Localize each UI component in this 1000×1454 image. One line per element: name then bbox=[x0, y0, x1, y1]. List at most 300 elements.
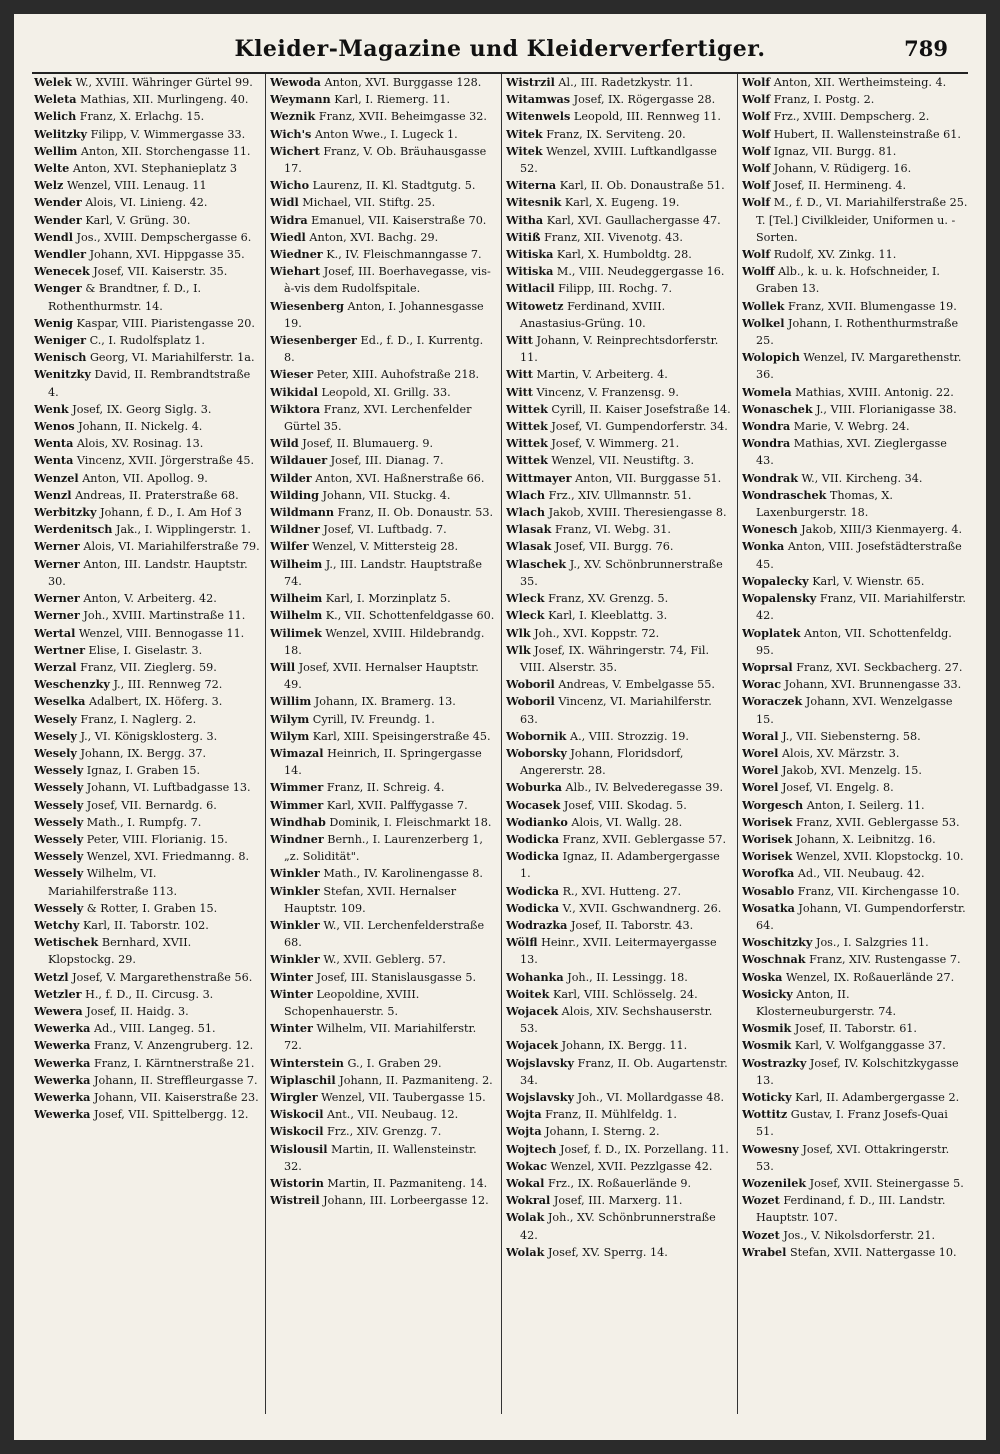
entry-name: Wenger bbox=[34, 281, 82, 296]
column-2 bbox=[270, 74, 496, 1414]
entry-name: Wottitz bbox=[742, 1107, 788, 1122]
entry-name: Wlaschek bbox=[506, 556, 567, 571]
entry-name: Worisek bbox=[742, 849, 793, 864]
entry-name: Werner bbox=[34, 556, 80, 571]
directory-entry bbox=[506, 1106, 732, 1123]
entry-details: Franz, XIV. Rustengasse 7. bbox=[809, 953, 961, 967]
entry-details: Karl, XVII. Palffygasse 7. bbox=[326, 798, 468, 812]
entry-details: Mathias, XVIII. Antonig. 22. bbox=[795, 385, 954, 399]
directory-entry bbox=[742, 108, 968, 125]
entry-details: W., XVIII. Währinger Gürtel 99. bbox=[75, 76, 253, 89]
entry-details: Wilhelm, VI. Mariahilferstraße 113. bbox=[48, 867, 178, 898]
entry-details: Franz, V. Anzengruberg. 12. bbox=[93, 1039, 254, 1053]
directory-entry bbox=[742, 676, 968, 693]
entry-name: Wlach bbox=[506, 487, 546, 502]
directory-entry bbox=[34, 74, 260, 91]
entry-name: Wistrzil bbox=[506, 75, 555, 89]
entry-details: Johann, II. Pazmaniteng. 2. bbox=[339, 1073, 493, 1087]
directory-entry bbox=[506, 814, 732, 831]
directory-entry bbox=[270, 986, 496, 1020]
entry-details: W., VII. Lerchenfelderstraße 68. bbox=[284, 918, 485, 950]
entry-name: Wolf bbox=[742, 247, 771, 262]
directory-entry bbox=[742, 143, 968, 160]
entry-name: Wollek bbox=[742, 298, 785, 313]
entry-details: H., f. D., II. Circusg. 3. bbox=[85, 987, 214, 1001]
entry-name: Woitek bbox=[506, 986, 550, 1001]
directory-entry bbox=[506, 1055, 732, 1089]
entry-details: Josef, III. Marxerg. 11. bbox=[553, 1194, 683, 1208]
directory-entry bbox=[742, 177, 968, 194]
entry-name: Wittmayer bbox=[506, 470, 572, 485]
entry-details: Alois, XV. Märzstr. 3. bbox=[781, 746, 900, 760]
entry-name: Wenecek bbox=[34, 264, 90, 279]
column-divider bbox=[737, 74, 738, 1414]
entry-details: Jos., I. Salzgries 11. bbox=[815, 936, 929, 950]
entry-details: Georg, VI. Mariahilferstr. 1a. bbox=[89, 351, 255, 365]
entry-details: Anton, V. Arbeiterg. 42. bbox=[83, 592, 217, 606]
entry-details: Martin, II. Pazmaniteng. 14. bbox=[327, 1177, 488, 1190]
entry-details: Karl, V. Wolfganggasse 37. bbox=[794, 1039, 946, 1053]
entry-details: Josef, II. Blumauerg. 9. bbox=[302, 437, 434, 451]
entry-name: Wostrazky bbox=[742, 1055, 807, 1070]
directory-entry bbox=[742, 1244, 968, 1261]
entry-details: Bernhard, XVII. Klopstockg. 29. bbox=[48, 936, 192, 967]
directory-entry bbox=[270, 143, 496, 177]
entry-name: Worgesch bbox=[742, 797, 804, 812]
entry-name: Witt bbox=[506, 333, 533, 348]
entry-details: J., VI. Königsklosterg. 3. bbox=[80, 729, 218, 743]
directory-entry bbox=[34, 590, 260, 607]
entry-details: Ad., VIII. Langeg. 51. bbox=[93, 1022, 216, 1036]
entry-details: Gustav, I. Franz Josefs-Quai 51. bbox=[756, 1108, 948, 1139]
directory-entry bbox=[506, 177, 732, 194]
entry-details: Johann, Floridsdorf, Angererstr. 28. bbox=[520, 746, 684, 778]
entry-name: Wildner bbox=[270, 522, 320, 537]
directory-entry bbox=[742, 1037, 968, 1054]
directory-entry bbox=[506, 108, 732, 125]
entry-name: Wimmer bbox=[270, 780, 324, 795]
entry-name: Wonaschek bbox=[742, 401, 813, 416]
entry-details: Jakob, XVIII. Theresiengasse 8. bbox=[548, 506, 727, 520]
entry-details: Josef, VI. Engelg. 8. bbox=[781, 781, 894, 795]
entry-name: Wellim bbox=[34, 143, 78, 158]
entry-details: Franz, XVI. Seckbacherg. 27. bbox=[796, 660, 963, 674]
entry-details: Peter, XIII. Auhofstraße 218. bbox=[316, 368, 480, 382]
entry-name: Wolak bbox=[506, 1210, 545, 1225]
directory-entry bbox=[742, 779, 968, 796]
entry-details: Josef, V. Margarethenstraße 56. bbox=[72, 970, 253, 984]
directory-entry bbox=[270, 797, 496, 814]
entry-details: Kaspar, VIII. Piaristengasse 20. bbox=[76, 316, 255, 330]
directory-entry bbox=[742, 1192, 968, 1226]
entry-details: Andreas, V. Embelgasse 55. bbox=[558, 678, 715, 692]
directory-entry bbox=[506, 1192, 732, 1209]
directory-entry bbox=[506, 1037, 732, 1054]
directory-entry bbox=[742, 401, 968, 418]
entry-name: Welek bbox=[34, 75, 72, 89]
entry-details: Math., IV. Karolinengasse 8. bbox=[323, 867, 483, 881]
entry-details: Joh., XVI. Koppstr. 72. bbox=[534, 626, 660, 640]
entry-details: Wenzel, XVII. Pezzlgasse 42. bbox=[550, 1159, 713, 1173]
directory-entry bbox=[34, 108, 260, 125]
entry-name: Wilhelm bbox=[270, 608, 323, 623]
entry-details: Wenzel, VIII. Bennogasse 11. bbox=[78, 626, 245, 640]
entry-details: Joh., VI. Mollardgasse 48. bbox=[577, 1090, 725, 1104]
entry-details: Mathias, XVI. Zieglergasse 43. bbox=[756, 437, 947, 468]
entry-details: Leopoldine, XVIII. Schopenhauerstr. 5. bbox=[284, 987, 420, 1018]
entry-name: Welich bbox=[34, 109, 77, 124]
directory-entry bbox=[506, 521, 732, 538]
entry-details: Ignaz, II. Adambergergasse 1. bbox=[520, 850, 720, 881]
entry-name: Wessely bbox=[34, 900, 84, 915]
directory-entry bbox=[506, 625, 732, 642]
entry-name: Wiktora bbox=[270, 401, 321, 416]
entry-name: Witiska bbox=[506, 264, 554, 279]
entry-name: Wessely bbox=[34, 866, 84, 881]
entry-details: G., I. Graben 29. bbox=[347, 1056, 442, 1070]
entry-name: Wrabel bbox=[742, 1244, 787, 1259]
entry-details: J., III. Landstr. Hauptstraße 74. bbox=[284, 557, 483, 588]
entry-name: Woplatek bbox=[742, 625, 801, 640]
directory-entry bbox=[34, 126, 260, 143]
entry-name: Witt bbox=[506, 367, 533, 382]
entry-details: Joh., II. Lessingg. 18. bbox=[567, 970, 688, 984]
directory-entry bbox=[506, 969, 732, 986]
directory-entry bbox=[270, 487, 496, 504]
directory-entry bbox=[506, 779, 732, 796]
entry-name: Wilym bbox=[270, 711, 310, 726]
entry-details: Josef, VI. Gumpendorferstr. 34. bbox=[551, 420, 728, 434]
entry-name: Wodicka bbox=[506, 831, 559, 846]
entry-name: Wleck bbox=[506, 591, 545, 606]
directory-entry bbox=[506, 693, 732, 727]
entry-details: Alois, XIV. Sechshauserstr. 53. bbox=[520, 1004, 713, 1036]
directory-entry bbox=[34, 814, 260, 831]
entry-details: Wenzel, VIII. Lenaug. 11 bbox=[66, 179, 207, 193]
entry-name: Woborsky bbox=[506, 745, 567, 760]
entry-details: Franz, VII. Kirchengasse 10. bbox=[797, 884, 960, 898]
entry-name: Welitzky bbox=[34, 126, 88, 141]
entry-name: Wodicka bbox=[506, 849, 559, 864]
entry-name: Wohanka bbox=[506, 969, 564, 984]
entry-details: Johann, II. Nickelg. 4. bbox=[78, 420, 203, 434]
entry-name: Weznik bbox=[270, 109, 316, 124]
entry-details: Ignaz, VII. Burgg. 81. bbox=[773, 144, 897, 158]
entry-name: Wlasak bbox=[506, 522, 552, 537]
directory-entry bbox=[506, 1175, 732, 1192]
entry-details: Wenzel, XVII. Klopstockg. 10. bbox=[796, 850, 964, 864]
directory-entry bbox=[742, 91, 968, 108]
entry-details: Johann, X. Leibnitzg. 16. bbox=[796, 832, 936, 846]
directory-entry bbox=[34, 848, 260, 865]
entry-name: Werdenitsch bbox=[34, 522, 113, 537]
entry-name: Wiedl bbox=[270, 229, 306, 244]
entry-name: Wild bbox=[270, 436, 299, 451]
entry-details: Martin, V. Arbeiterg. 4. bbox=[536, 368, 668, 382]
directory-entry bbox=[34, 676, 260, 693]
entry-details: Josef, VIII. Skodag. 5. bbox=[563, 798, 687, 812]
entry-name: Wojacek bbox=[506, 1003, 559, 1018]
directory-entry bbox=[506, 229, 732, 246]
entry-details: Franz, X. Erlachg. 15. bbox=[79, 110, 205, 124]
directory-entry bbox=[506, 538, 732, 555]
entry-name: Wozenilek bbox=[742, 1176, 807, 1190]
entry-name: Wessely bbox=[34, 780, 84, 795]
entry-name: Wopalecky bbox=[742, 573, 809, 588]
directory-entry bbox=[270, 435, 496, 452]
entry-name: Wikidal bbox=[270, 384, 318, 399]
entry-details: Franz, I. Postg. 2. bbox=[773, 93, 875, 107]
entry-name: Worisek bbox=[742, 814, 793, 829]
entry-name: Wosablo bbox=[742, 883, 795, 898]
directory-entry bbox=[34, 280, 260, 314]
directory-entry bbox=[270, 659, 496, 693]
entry-details: Josef, f. D., IX. Porzellang. 11. bbox=[559, 1142, 729, 1156]
directory-entry bbox=[270, 917, 496, 951]
directory-entry bbox=[506, 745, 732, 779]
entry-name: Wicho bbox=[270, 178, 310, 193]
entry-name: Wojta bbox=[506, 1107, 542, 1122]
entry-details: Josef, VI. Luftbadg. 7. bbox=[323, 523, 447, 537]
entry-name: Welz bbox=[34, 178, 64, 193]
entry-details: Johann, V. Rüdigerg. 16. bbox=[773, 162, 912, 176]
entry-name: Worel bbox=[742, 780, 779, 795]
entry-name: Wokac bbox=[506, 1158, 547, 1173]
entry-name: Wolf bbox=[742, 195, 771, 210]
entry-details: Karl, I. Kleeblattg. 3. bbox=[548, 609, 668, 623]
directory-entry bbox=[742, 435, 968, 469]
directory-entry bbox=[742, 487, 968, 521]
directory-entry bbox=[34, 160, 260, 177]
entry-name: Wodrazka bbox=[506, 917, 568, 932]
entry-details: Heinr., XVII. Leitermayergasse 13. bbox=[520, 936, 717, 967]
entry-details: Karl, II. Ob. Donaustraße 51. bbox=[559, 179, 725, 193]
entry-details: Franz, II. Schreig. 4. bbox=[326, 781, 445, 795]
directory-entry bbox=[270, 177, 496, 194]
entry-name: Wessely bbox=[34, 797, 84, 812]
entry-name: Worofka bbox=[742, 866, 795, 881]
entry-details: Ed., f. D., I. Kurrentg. 8. bbox=[284, 334, 484, 365]
directory-entry bbox=[34, 986, 260, 1003]
directory-entry bbox=[506, 883, 732, 900]
entry-name: Weymann bbox=[270, 92, 331, 107]
entry-details: Anton, VIII. Josefstädterstraße 45. bbox=[756, 540, 962, 571]
entry-name: Wolf bbox=[742, 75, 771, 89]
directory-entry bbox=[34, 470, 260, 487]
entry-details: M., VIII. Neudeggergasse 16. bbox=[556, 265, 725, 279]
entry-name: Wewerka bbox=[34, 1021, 91, 1036]
directory-entry bbox=[506, 263, 732, 280]
entry-details: Johann, VI. Luftbadgasse 13. bbox=[86, 781, 251, 795]
entry-name: Werner bbox=[34, 591, 80, 606]
directory-entry bbox=[742, 814, 968, 831]
entry-details: Anton, XII. Storchengasse 11. bbox=[80, 144, 251, 158]
entry-details: Anton, XVI. Haßnerstraße 66. bbox=[315, 471, 485, 485]
entry-name: Werner bbox=[34, 539, 80, 554]
entry-name: Wewera bbox=[34, 1003, 83, 1018]
entry-details: Johann, XVI. Wenzelgasse 15. bbox=[756, 695, 953, 726]
entry-details: Franz, XV. Grenzg. 5. bbox=[548, 592, 669, 606]
directory-entry bbox=[34, 831, 260, 848]
directory-entry bbox=[270, 607, 496, 624]
entry-name: Wirgler bbox=[270, 1089, 318, 1104]
entry-details: Josef, II. Taborstr. 61. bbox=[794, 1022, 917, 1036]
entry-name: Wislousil bbox=[270, 1141, 328, 1156]
entry-details: Franz, I. Kärntnerstraße 21. bbox=[93, 1056, 255, 1070]
directory-entry bbox=[506, 91, 732, 108]
entry-details: Heinrich, II. Springergasse 14. bbox=[284, 746, 482, 778]
entry-name: Wopalensky bbox=[742, 591, 817, 606]
entry-details: Karl, V. Grüng. 30. bbox=[85, 213, 191, 227]
entry-name: Witerna bbox=[506, 178, 557, 193]
entry-name: Worac bbox=[742, 677, 782, 692]
entry-name: Wolff bbox=[742, 264, 775, 279]
entry-name: Winter bbox=[270, 1021, 313, 1036]
entry-name: Woska bbox=[742, 969, 783, 984]
entry-details: Cyrill, IV. Freundg. 1. bbox=[312, 712, 435, 726]
entry-name: Wenitzky bbox=[34, 367, 91, 382]
directory-entry bbox=[270, 1192, 496, 1209]
entry-details: Frz., XIV. Ullmannstr. 51. bbox=[548, 488, 692, 502]
directory-entry bbox=[742, 762, 968, 779]
entry-details: Karl, II. Adambergergasse 2. bbox=[795, 1090, 960, 1104]
entry-details: Ant., VII. Neubaug. 12. bbox=[327, 1108, 459, 1122]
entry-details: Emanuel, VII. Kaiserstraße 70. bbox=[311, 213, 487, 227]
entry-name: Wenig bbox=[34, 315, 73, 330]
directory-entry bbox=[742, 625, 968, 659]
entry-details: Rudolf, XV. Zinkg. 11. bbox=[773, 248, 897, 262]
entry-details: Josef, VII. Bernardg. 6. bbox=[86, 798, 217, 812]
directory-entry bbox=[742, 986, 968, 1020]
entry-name: Wiedner bbox=[270, 247, 323, 262]
entry-details: Anton, XVI. Bachg. 29. bbox=[309, 230, 439, 244]
entry-name: Witenwels bbox=[506, 109, 571, 124]
entry-name: Wender bbox=[34, 212, 82, 227]
entry-name: Wertner bbox=[34, 642, 85, 657]
entry-details: Josef, II. Taborstr. 43. bbox=[571, 918, 694, 932]
entry-details: Wenzel, IX. Roßauerlände 27. bbox=[785, 970, 955, 984]
directory-entry bbox=[270, 452, 496, 469]
entry-name: Wolf bbox=[742, 126, 771, 141]
entry-name: Worisek bbox=[742, 831, 793, 846]
entry-details: A., VIII. Strozzig. 19. bbox=[570, 729, 689, 743]
entry-details: Jakob, XVI. Menzelg. 15. bbox=[781, 764, 922, 778]
entry-details: Josef, VII. Burgg. 76. bbox=[554, 540, 674, 554]
entry-details: Wenzel, VII. Neustiftg. 3. bbox=[551, 454, 695, 468]
directory-entry bbox=[34, 263, 260, 280]
entry-name: Wlach bbox=[506, 505, 546, 520]
entry-name: Wetzl bbox=[34, 969, 69, 984]
entry-name: Winter bbox=[270, 986, 313, 1001]
directory-entry bbox=[506, 212, 732, 229]
column-divider bbox=[501, 74, 502, 1414]
entry-details: Josef, III. Stanislausgasse 5. bbox=[316, 970, 477, 984]
directory-entry bbox=[506, 934, 732, 968]
entry-details: Franz, XVII. Blumengasse 19. bbox=[788, 299, 957, 313]
directory-entry bbox=[506, 831, 732, 848]
entry-details: Anton, II. Klosterneuburgerstr. 74. bbox=[756, 987, 897, 1018]
directory-entry bbox=[742, 659, 968, 676]
directory-entry bbox=[506, 556, 732, 590]
entry-name: Wistreil bbox=[270, 1193, 320, 1208]
entry-name: Wodicka bbox=[506, 883, 559, 898]
entry-details: Adalbert, IX. Höferg. 3. bbox=[89, 695, 223, 709]
entry-details: Thomas, X. Laxenburgerstr. 18. bbox=[756, 488, 893, 520]
entry-details: Josef, III. Dianag. 7. bbox=[330, 454, 444, 468]
entry-name: Wesely bbox=[34, 728, 77, 743]
entry-details: Wenzel, V. Mittersteig 28. bbox=[312, 540, 459, 554]
entry-details: Laurenz, II. Kl. Stadtgutg. 5. bbox=[312, 179, 476, 193]
entry-name: Wocasek bbox=[506, 797, 561, 812]
directory-entry bbox=[742, 934, 968, 951]
entry-name: Wichert bbox=[270, 143, 320, 158]
entry-name: Werzal bbox=[34, 659, 77, 674]
entry-name: Wondra bbox=[742, 419, 791, 434]
directory-entry bbox=[34, 711, 260, 728]
directory-entry bbox=[270, 366, 496, 383]
entry-name: Wosmik bbox=[742, 1021, 792, 1036]
directory-entry bbox=[34, 1037, 260, 1054]
directory-entry bbox=[270, 91, 496, 108]
entry-name: Wenta bbox=[34, 453, 74, 468]
entry-name: Wiehart bbox=[270, 264, 321, 279]
entry-name: Wetzler bbox=[34, 986, 82, 1001]
directory-entry bbox=[742, 1141, 968, 1175]
entry-details: Jakob, XIII/3 Kienmayerg. 4. bbox=[801, 523, 963, 537]
directory-entry bbox=[506, 986, 732, 1003]
entry-details: J., VIII. Florianigasse 38. bbox=[816, 402, 957, 416]
entry-details: Josef, IX. Rögergasse 28. bbox=[573, 93, 716, 107]
entry-details: Johann, V. Reinprechtsdorferstr. 11. bbox=[520, 334, 719, 365]
entry-name: Wessely bbox=[34, 849, 84, 864]
entry-details: Stefan, XVII. Hernalser Hauptstr. 109. bbox=[284, 884, 457, 915]
entry-details: Karl, XVI. Gaullachergasse 47. bbox=[546, 213, 721, 227]
column-4 bbox=[742, 74, 968, 1414]
entry-name: Wondrak bbox=[742, 470, 798, 485]
directory-entry bbox=[270, 212, 496, 229]
directory-entry bbox=[742, 745, 968, 762]
directory-entry bbox=[270, 263, 496, 297]
entry-name: Wlasak bbox=[506, 539, 552, 554]
directory-entry bbox=[506, 607, 732, 624]
directory-entry bbox=[270, 693, 496, 710]
directory-entry bbox=[270, 865, 496, 882]
entry-name: Wlk bbox=[506, 625, 531, 640]
entry-name: Wessely bbox=[34, 831, 84, 846]
entry-details: Joh., XVIII. Martinstraße 11. bbox=[83, 609, 246, 623]
entry-details: Anton, III. Landstr. Hauptstr. 30. bbox=[48, 557, 248, 588]
directory-entry bbox=[270, 384, 496, 401]
entry-details: W., XVII. Geblerg. 57. bbox=[323, 953, 446, 967]
entry-name: Woschitzky bbox=[742, 935, 813, 950]
entry-details: Karl, VIII. Schlösselg. 24. bbox=[552, 987, 698, 1001]
entry-name: Wiesenberg bbox=[270, 298, 344, 313]
entry-details: Johann, III. Lorbeergasse 12. bbox=[323, 1194, 489, 1208]
entry-name: Woprsal bbox=[742, 659, 793, 674]
entry-details: Vincenz, VI. Mariahilferstr. 63. bbox=[520, 695, 712, 726]
entry-details: Karl, X. Humboldtg. 28. bbox=[556, 248, 692, 262]
entry-name: Wilheim bbox=[270, 591, 323, 606]
column-divider bbox=[265, 74, 266, 1414]
entry-details: Anton, VII. Apollog. 9. bbox=[82, 471, 208, 485]
directory-entry bbox=[270, 126, 496, 143]
entry-name: Winterstein bbox=[270, 1055, 344, 1070]
entry-details: Ferdinand, XVIII. Anastasius-Grüng. 10. bbox=[520, 299, 666, 330]
entry-details: Karl, V. Wienstr. 65. bbox=[812, 574, 925, 588]
entry-name: Wesely bbox=[34, 711, 77, 726]
directory-entry bbox=[34, 212, 260, 229]
entry-details: Wenzel, VII. Taubergasse 15. bbox=[321, 1090, 486, 1104]
